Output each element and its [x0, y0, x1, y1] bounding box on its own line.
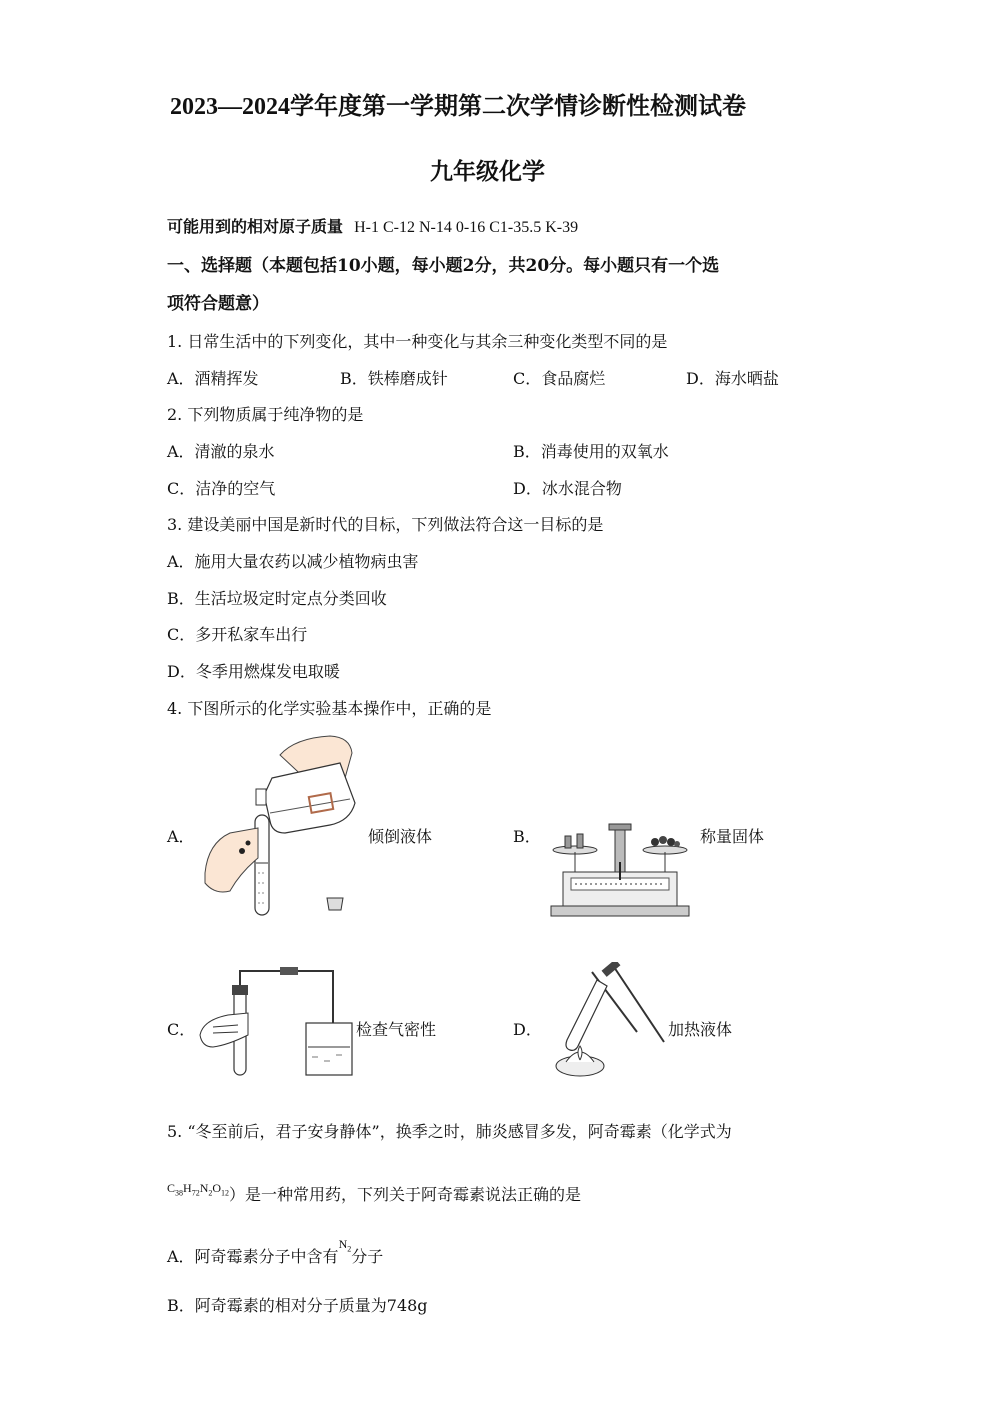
balance-illustration [545, 822, 695, 918]
q4-option-a-caption: 倾倒液体 [368, 827, 433, 846]
q3-option-d: D．冬季用燃煤发电取暖 [167, 662, 340, 681]
q1-stem: 1. 日常生活中的下列变化，其中一种变化与其余三种变化类型不同的是 [167, 332, 668, 351]
q4-option-d-letter: D． [513, 1020, 542, 1039]
q2-option-d: D．冰水混合物 [513, 479, 622, 498]
q5-option-b: B．阿奇霉素的相对分子质量为748g [167, 1296, 428, 1315]
airtightness-illustration [198, 965, 358, 1080]
n2-formula: N2 [338, 1237, 352, 1254]
q2-option-a: A．清澈的泉水 [167, 442, 275, 461]
q5-option-a: A．阿奇霉素分子中含有 [167, 1247, 339, 1266]
q4-option-a-letter: A． [167, 827, 195, 846]
q1-option-c: C．食品腐烂 [513, 369, 606, 388]
q1-option-b: B．铁棒磨成针 [340, 369, 448, 388]
q4-option-d-caption: 加热液体 [668, 1020, 733, 1039]
q5-stem-cont: ）是一种常用药，下列关于阿奇霉素说法正确的是 [229, 1185, 582, 1204]
q5-option-a-line [167, 1237, 384, 1273]
section1-heading-cont: 项符合题意） [167, 294, 269, 314]
q2-option-c: C．洁净的空气 [167, 479, 276, 498]
azithromycin-formula: C38H72N2O12 [167, 1181, 230, 1198]
q5-option-a-suffix: 分子 [351, 1247, 384, 1266]
section1-heading: 一、选择题（本题包括10小题，每小题2分，共20分。每小题只有一个选 [167, 256, 720, 276]
q4-option-b-caption: 称量固体 [700, 827, 765, 846]
q4-option-c-caption: 检查气密性 [356, 1020, 437, 1039]
q4-stem: 4. 下图所示的化学实验基本操作中，正确的是 [167, 699, 492, 718]
q3-option-c: C．多开私家车出行 [167, 625, 308, 644]
q1-option-a: A．酒精挥发 [167, 369, 259, 388]
exam-title: 2023—2024学年度第一学期第二次学情诊断性检测试卷 [170, 94, 746, 120]
atomic-mass-values: H-1 C-12 N-14 0-16 C1-35.5 K-39 [354, 219, 579, 236]
pour-liquid-illustration [200, 733, 360, 923]
q2-stem: 2. 下列物质属于纯净物的是 [167, 405, 364, 424]
q4-option-b-letter: B． [513, 827, 541, 846]
q3-option-a: A．施用大量农药以减少植物病虫害 [167, 552, 419, 571]
exam-subtitle: 九年级化学 [430, 158, 545, 185]
q4-option-c-letter: C． [167, 1020, 196, 1039]
heat-liquid-illustration [542, 962, 667, 1082]
q1-option-d: D．海水晒盐 [686, 369, 779, 388]
q3-option-b: B．生活垃圾定时定点分类回收 [167, 589, 387, 608]
atomic-mass-label: 可能用到的相对原子质量 [167, 217, 344, 236]
q5-stem: 5. “冬至前后，君子安身静体”，换季之时，肺炎感冒多发，阿奇霉素（化学式为 [167, 1122, 732, 1141]
q5-stem-cont-line [167, 1181, 582, 1211]
q3-stem: 3. 建设美丽中国是新时代的目标，下列做法符合这一目标的是 [167, 515, 604, 534]
q2-option-b: B．消毒使用的双氧水 [513, 442, 669, 461]
atomic-mass-line [167, 217, 578, 238]
